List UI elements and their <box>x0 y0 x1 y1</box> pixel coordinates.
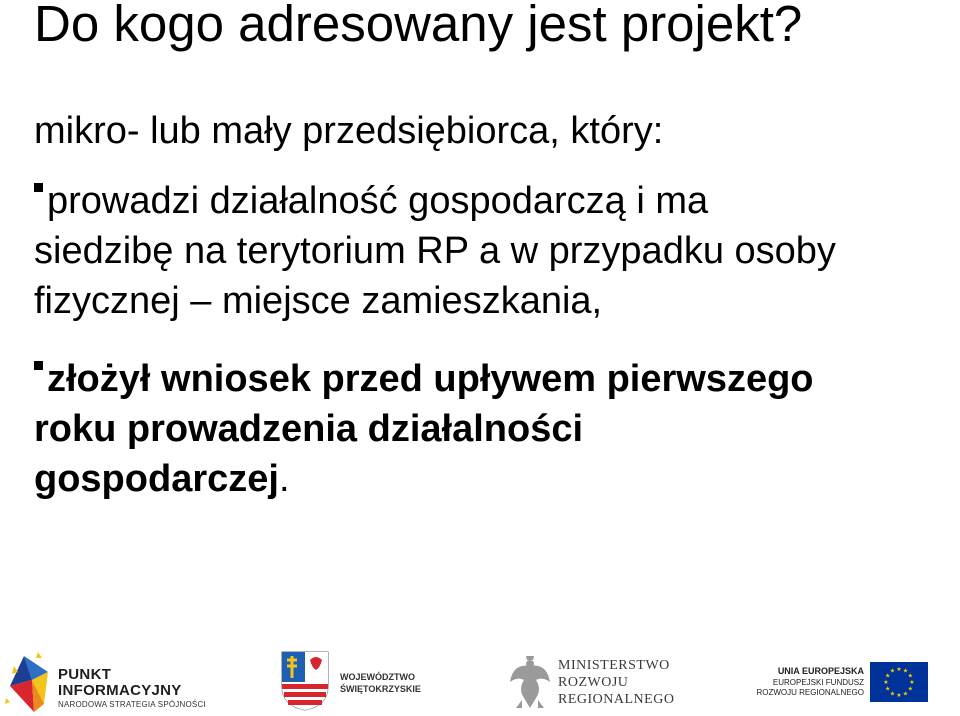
pi-title-line2: INFORMACYJNY <box>58 682 182 699</box>
ue-line3: ROZWOJU REGIONALNEGO <box>756 688 864 697</box>
svg-text:★: ★ <box>902 690 909 698</box>
bullet-line: prowadzi działalność gospodarczą i ma <box>34 176 944 226</box>
coat-of-arms-icon <box>280 650 330 712</box>
eu-flag-icon <box>870 662 928 702</box>
wojewodztwo-line1: WOJEWÓDZTWO <box>340 672 415 682</box>
pi-star-logo-icon <box>4 646 52 716</box>
ue-line1: UNIA EUROPEJSKA <box>777 666 864 676</box>
bullet-line: siedzibę na terytorium RP a w przypadku osoby <box>34 230 836 272</box>
ministerstwo-logo <box>506 642 696 716</box>
ministerstwo-line3: REGIONALNEGO <box>558 692 675 707</box>
svg-text:★: ★ <box>896 692 902 699</box>
bullet-item <box>34 176 944 326</box>
svg-text:★: ★ <box>889 690 896 698</box>
square-bullet-icon <box>34 183 43 192</box>
wojewodztwo-line2: ŚWIĘTOKRZYSKIE <box>340 684 421 694</box>
ministerstwo-line2: ROZWOJU <box>558 675 629 690</box>
svg-text:★: ★ <box>883 679 889 686</box>
svg-text:★: ★ <box>907 672 913 680</box>
bullet-line: fizycznej – miejsce zamieszkania, <box>34 280 603 322</box>
ue-line2: EUROPEJSKI FUNDUSZ <box>772 678 864 687</box>
punkt-informacyjny-logo <box>4 642 234 716</box>
svg-text:★: ★ <box>909 679 915 686</box>
pi-subtitle: NARODOWA STRATEGIA SPÓJNOŚCI <box>58 700 206 709</box>
footer-logos <box>0 642 960 716</box>
svg-text:★: ★ <box>885 685 891 693</box>
bullet-line: złożył wniosek przed upływem pierwszego <box>34 354 944 404</box>
pi-title-line1: PUNKT <box>58 666 112 683</box>
svg-text:★: ★ <box>907 685 913 693</box>
wojewodztwo-logo <box>278 642 438 716</box>
bullet-item <box>34 354 944 504</box>
white-eagle-emblem-icon <box>508 652 552 712</box>
unia-europejska-logo <box>756 642 960 716</box>
ministerstwo-line1: MINISTERSTWO <box>558 658 670 673</box>
svg-text:★: ★ <box>889 667 896 675</box>
bullet-line: roku prowadzenia działalności <box>34 408 584 450</box>
svg-text:★: ★ <box>902 667 909 675</box>
svg-text:★: ★ <box>896 666 902 673</box>
intro-text: mikro- lub mały przedsiębiorca, który: <box>34 110 664 152</box>
svg-text:★: ★ <box>885 672 891 680</box>
square-bullet-icon <box>34 361 43 370</box>
slide-title: Do kogo adresowany jest projekt? <box>34 0 803 52</box>
bullet-line: gospodarczej. <box>34 458 290 500</box>
